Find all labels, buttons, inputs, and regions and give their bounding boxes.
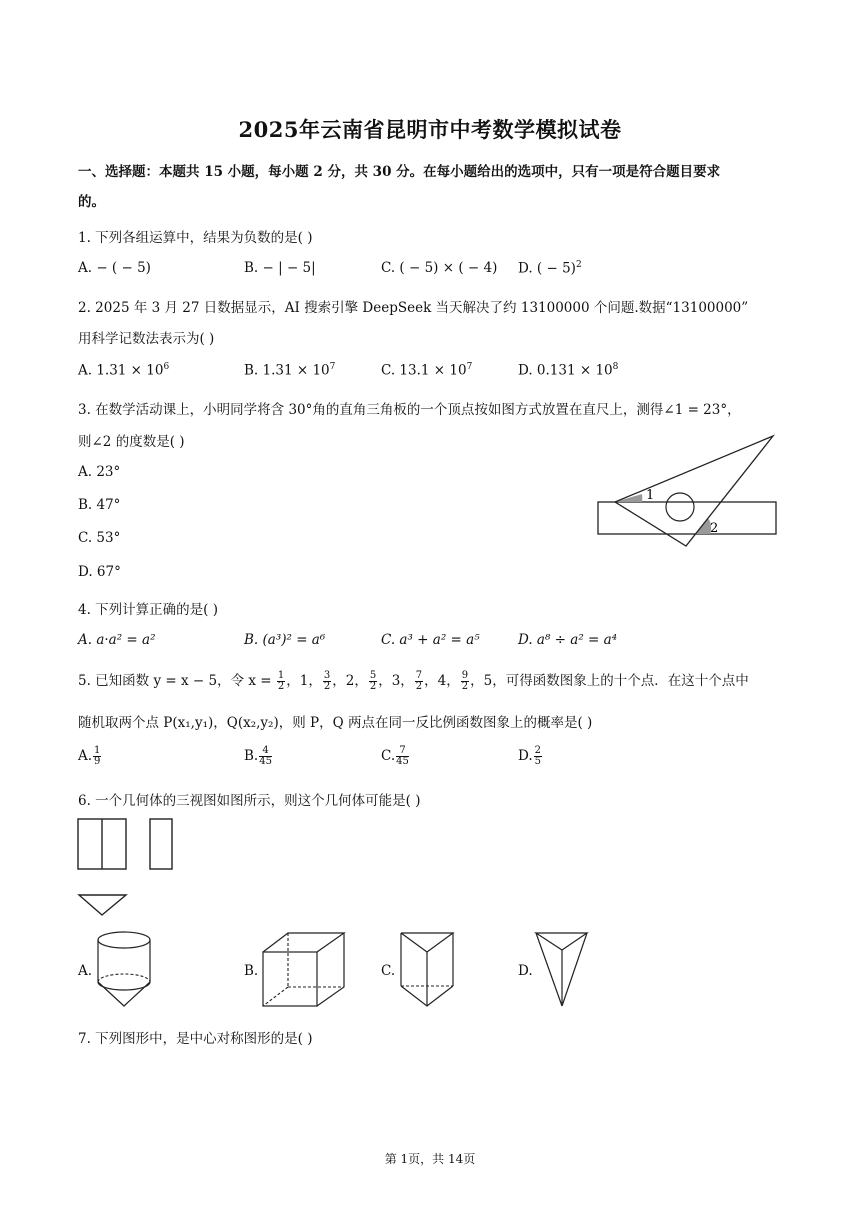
q5-stem-line2: 随机取两个点 P(x₁,y₁)，Q(x₂,y₂)，则 P，Q 两点在同一反比例函数图象上的概率是( ): [78, 715, 593, 731]
q5-x-integer: 1: [299, 673, 309, 689]
q4-option-a: A. a·a² = a²: [78, 632, 156, 648]
q3-option-b: B. 47°: [78, 497, 121, 513]
q2-stem-line2: 用科学记数法表示为( ): [78, 331, 215, 347]
page-footer: 第 1页，共 14页: [384, 1152, 476, 1166]
q2-option-a: A. $1.31 \times 10^6$: [78, 362, 170, 379]
q5-x-values: $\frac{1}{2}$ ，1， $\frac{3}{2}$ ，2， $\frac{5}{2}$ ，3， $\frac{7}{2}$ ，4， $\frac{9}{2}$: [277, 670, 469, 692]
q1-stem: 1. 下列各组运算中，结果为负数的是( ): [78, 230, 313, 246]
q3-stem-line2: 则∠2 的度数是( ): [78, 434, 185, 450]
q5-option-b: B. $\frac{4}{45}$: [244, 745, 272, 767]
q1-option-c: C. ( − 5) × ( − 4): [381, 260, 498, 276]
q6-option-d-label: D.: [518, 963, 533, 979]
q3-fig-label-1: 1: [646, 488, 655, 503]
q3-stem-line1: 3. 在数学活动课上，小明同学将含 30°角的直角三角板的一个顶点按如图方式放置在直尺上，测得∠1 = 23°，: [78, 402, 741, 418]
q2-option-b: B. $1.31 \times 10^7$: [244, 362, 336, 379]
q5-x-fraction: $\frac{9}{2}$: [461, 670, 469, 692]
q5-x-integer: 2: [345, 673, 355, 689]
q3-fig-label-2: 2: [710, 521, 719, 536]
q4-option-b: B. (a³)² = a⁶: [244, 632, 326, 648]
q4-option-d: D. a⁸ ÷ a² = a⁴: [518, 632, 618, 648]
q2-stem-line1: 2. 2025 年 3 月 27 日数据显示，AI 搜索引擎 DeepSeek 当天解决了约 13100000 个问题.数据“13100000”: [78, 300, 749, 316]
section-heading-cont: 的。: [78, 194, 105, 210]
q1-option-d: D. ( − 5)$^2$: [518, 260, 582, 277]
q3-ruler-triangle-figure: [590, 432, 790, 550]
q6-option-d-pyramid: [533, 930, 593, 1010]
q5-x-integer: 3: [391, 673, 401, 689]
q5-stem-line1: 5. 已知函数 y = x − 5，令 x = $\frac{1}{2}$ ，1， $\frac{3}{2}$ ，2， $\frac{5}{2}$ ，3， $\frac{7}{2}$ ，4， $\frac{9}{2}$ ，5，可得函数图象上的十个点．在这十个点中: [78, 670, 749, 692]
q5-option-d: D. $\frac{2}{5}$: [518, 745, 542, 767]
q6-option-c-label: C.: [381, 963, 396, 979]
page-title: 2025年云南省昆明市中考数学模拟试卷: [238, 117, 622, 142]
q5-x-fraction: $\frac{3}{2}$: [323, 670, 331, 692]
q3-option-a: A. 23°: [78, 464, 121, 480]
q5-option-c: C. $\frac{7}{45}$: [381, 745, 409, 767]
q3-option-c: C. 53°: [78, 530, 121, 546]
q6-option-c-prism: [398, 930, 458, 1010]
q6-option-b-cube: [260, 930, 350, 1010]
q2-option-d: D. $0.131 \times 10^8$: [518, 362, 619, 379]
q3-option-d: D. 67°: [78, 564, 121, 580]
q4-option-c: C. a³ + a² = a⁵: [381, 632, 480, 648]
q5-x-fraction: $\frac{1}{2}$: [277, 670, 285, 692]
q5-x-fraction: $\frac{5}{2}$: [369, 670, 377, 692]
q5-option-a: A. $\frac{1}{9}$: [78, 745, 101, 767]
section-heading: 一、选择题：本题共 15 小题，每小题 2 分，共 30 分。在每小题给出的选项中，只有一项是符合题目要求: [78, 164, 721, 180]
q6-option-b-label: B.: [244, 963, 259, 979]
q6-option-a-cylinder-cone: [95, 928, 155, 1010]
q2-option-c: C. $13.1 \times 10^7$: [381, 362, 473, 379]
q4-stem: 4. 下列计算正确的是( ): [78, 602, 218, 618]
q1-option-b: B. − | − 5|: [244, 260, 316, 276]
q1-option-a: A. − ( − 5): [78, 260, 151, 276]
q6-stem: 6. 一个几何体的三视图如图所示，则这个几何体可能是( ): [78, 793, 421, 809]
q6-three-views-figure: [76, 816, 186, 918]
q7-stem: 7. 下列图形中，是中心对称图形的是( ): [78, 1031, 313, 1047]
q5-x-fraction: $\frac{7}{2}$: [415, 670, 423, 692]
q6-option-a-label: A.: [78, 963, 93, 979]
q5-x-integer: 4: [437, 673, 447, 689]
